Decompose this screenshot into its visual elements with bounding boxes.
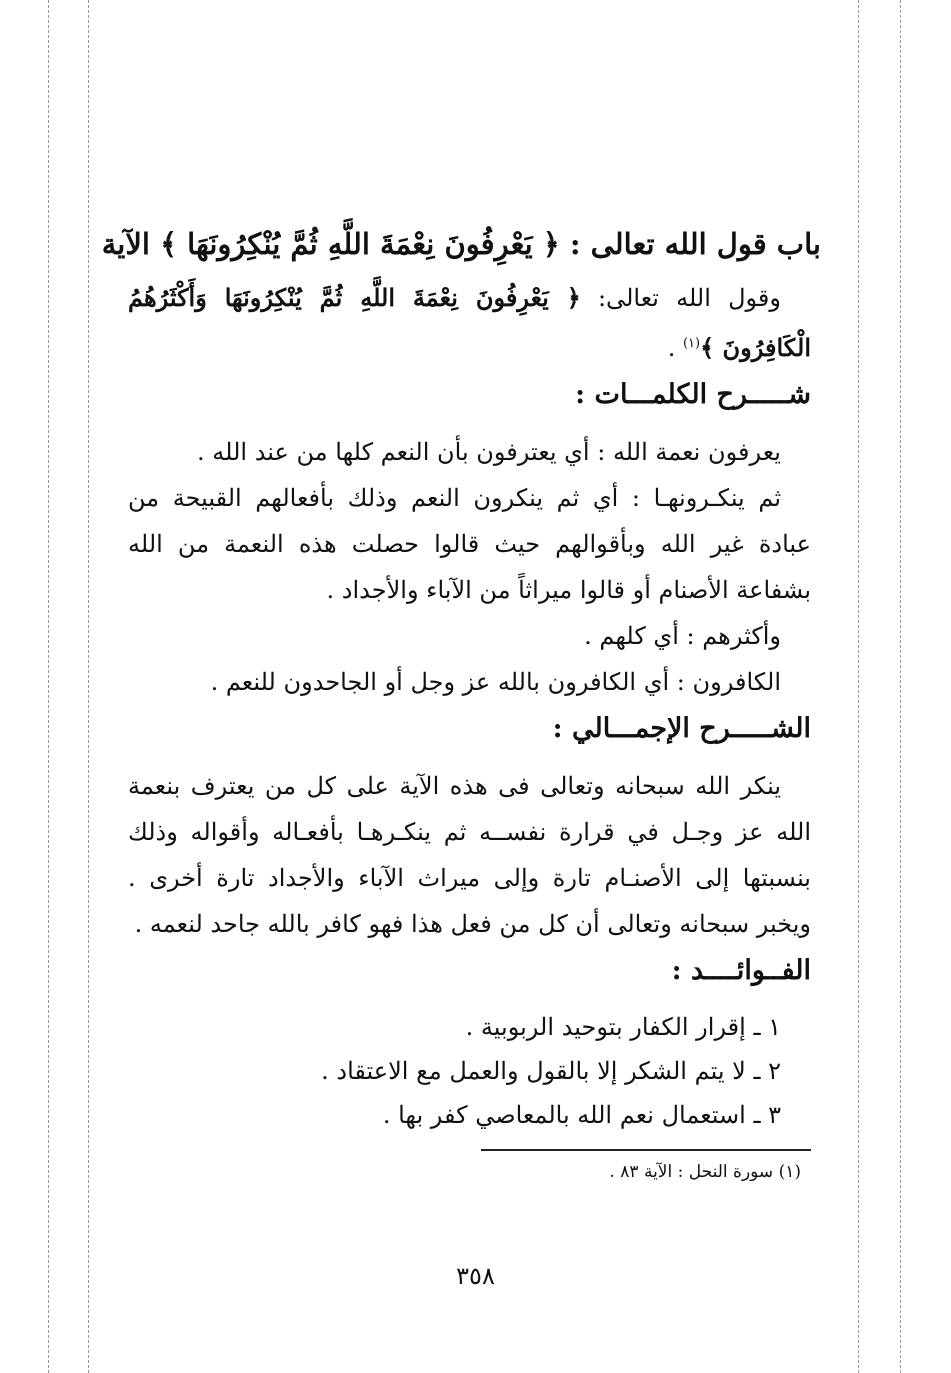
chapter-title-ayah: ﴿ يَعْرِفُونَ نِعْمَةَ اللَّهِ ثُمَّ يُنْكِرُونَهَا ﴾ <box>160 227 560 261</box>
general-explanation-text: ينكر الله سبحانه وتعالى فى هذه الآية على كل من يعترف بنعمة الله عز وجـل في قرارة نفســه ثم ينكـرهـا بأفعـاله وأقواله وذلك بنسبتها إلى الأصنـام تارة وإلى ميراث الآباء والأجداد تارة أخرى . ويخبر سبحانه وتعالى أن كل من فعل هذا فهو كافر بالله جاحد لنعمه . <box>128 772 811 938</box>
word-explanation-heading-colon: : <box>575 379 595 410</box>
intro-ayah: ﴿ يَعْرِفُونَ نِعْمَةَ اللَّهِ ثُمَّ يُنْكِرُونَهَا وَأَكْثَرُهُمُ الْكَافِرُونَ ﴾ <box>128 283 811 362</box>
benefits-heading-text: الفــوائــــد <box>691 955 811 986</box>
benefits-heading-colon: : <box>671 955 692 986</box>
word-explanation-item: الكافرون : أي الكافرون بالله عز وجل أو الجاحدون للنعم . <box>210 668 781 696</box>
word-explanation-item: وأكثرهم : أي كلهم . <box>584 622 781 650</box>
general-explanation-heading-text: الشـــــرح الإجمـــالي <box>572 713 811 744</box>
scan-guide-line-right <box>900 0 901 1373</box>
footnote-marker: (١) <box>682 336 701 351</box>
word-explanation-item: يعرفون نعمة الله : أي يعترفون بأن النعم كلها من عند الله . <box>197 438 781 466</box>
page-number: ٣٥٨ <box>456 1262 495 1290</box>
benefit-item: ٢ ـ لا يتم الشكر إلا بالقول والعمل مع الاعتقاد . <box>321 1057 781 1085</box>
scan-guide-line-left <box>48 0 49 1373</box>
benefits-heading <box>128 951 811 991</box>
book-page <box>101 215 821 1185</box>
chapter-title-suffix: الآية <box>101 227 161 261</box>
word-explanation-heading-text: شـــــرح الكلمـــات <box>594 379 811 410</box>
benefit-item: ١ ـ إقرار الكفار بتوحيد الربوبية . <box>465 1013 781 1041</box>
intro-paragraph <box>128 275 811 371</box>
word-explanation-item: ثم ينكـرونهـا : أي ثم ينكرون النعم وذلك بأفعالهم القبيحة من عبادة غير الله وبأقوالهم حيث قالوا حصلت هذه النعمة من الله بشفاعة الأصنام أو قالوا ميراثاً من الآباء والأجداد . <box>128 484 811 604</box>
intro-prefix: وقول الله تعالى: <box>580 284 781 312</box>
footnote-divider <box>481 1149 811 1151</box>
intro-end: . <box>667 334 683 362</box>
scan-guide-line-right-inner <box>858 0 859 1373</box>
chapter-title <box>101 215 821 273</box>
general-explanation-heading <box>128 709 811 749</box>
scan-guide-line-left-inner <box>88 0 89 1373</box>
footnote: (١) سورة النحل : الآية ٨٣ . <box>609 1162 801 1182</box>
general-explanation-heading-colon: : <box>552 713 573 744</box>
chapter-title-prefix: باب قول الله تعالى : <box>559 227 821 261</box>
benefit-item: ٣ ـ استعمال نعم الله بالمعاصي كفر بها . <box>382 1101 781 1129</box>
word-explanation-heading <box>128 375 811 415</box>
